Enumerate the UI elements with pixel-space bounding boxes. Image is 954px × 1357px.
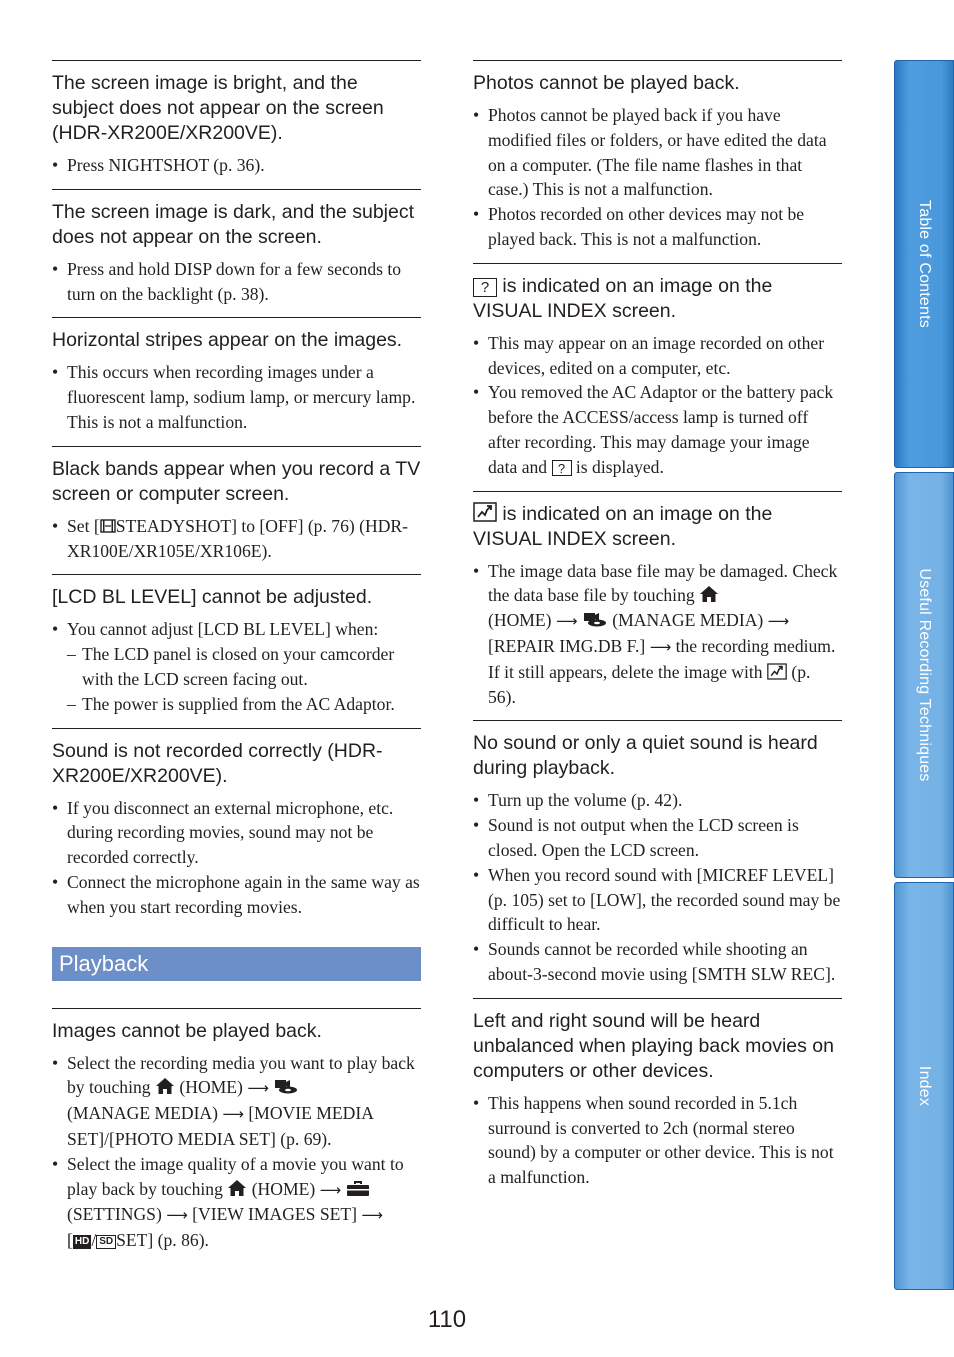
list-item bbox=[473, 380, 842, 479]
toolbox-settings-icon bbox=[346, 1179, 370, 1197]
section-heading: Sound is not recorded correctly (HDR-XR200E/XR200VE). bbox=[52, 739, 383, 787]
section-dark-screen bbox=[52, 189, 421, 318]
section-heading: [LCD BL LEVEL] cannot be adjusted. bbox=[52, 586, 373, 609]
playback-section-title: Playback bbox=[52, 947, 421, 981]
damaged-image-icon bbox=[767, 663, 787, 680]
home-icon bbox=[155, 1077, 175, 1095]
bullet-list bbox=[473, 788, 842, 986]
text-run: / bbox=[91, 1230, 97, 1251]
arrow-right-icon: ⟶ bbox=[361, 1206, 383, 1225]
manage-media-icon bbox=[582, 610, 608, 628]
list-item bbox=[52, 1152, 421, 1253]
text-run: is indicated on an image on the VISUAL INDEX screen. bbox=[473, 502, 773, 550]
arrow-right-icon: ⟶ bbox=[555, 612, 578, 631]
section-heading: Left and right sound will be heard unbalanced when playing back movies on computers or other devices. bbox=[473, 1009, 834, 1082]
text-run: [VIEW IMAGES SET] bbox=[192, 1204, 357, 1225]
arrow-right-icon: ⟶ bbox=[649, 637, 672, 656]
list-item bbox=[52, 1051, 421, 1152]
list-item: • This occurs when recording images under a fluorescent lamp, sodium lamp, or mercury lamp. This is not a malfunction. bbox=[52, 360, 421, 434]
arrow-right-icon: ⟶ bbox=[247, 1079, 269, 1098]
text-run: is indicated on an image on the VISUAL INDEX screen. bbox=[473, 274, 773, 322]
bullet-list bbox=[52, 617, 421, 642]
text-run: [ bbox=[67, 1230, 73, 1251]
list-item: • Press and hold DISP down for a few seconds to turn on the backlight (p. 38). bbox=[52, 257, 421, 307]
text-run: The image data base file may be damaged. Check the data base file by touching bbox=[488, 560, 838, 606]
list-item: • This happens when sound recorded in 5.1ch surround is converted to 2ch (normal stereo sound) by a computer or other device. This is not a malfunction. bbox=[473, 1091, 842, 1190]
bullet-list bbox=[52, 1051, 421, 1253]
section-no-sound-playback bbox=[473, 720, 842, 997]
section-bright-screen bbox=[52, 60, 421, 189]
damaged-image-icon bbox=[473, 502, 497, 522]
question-mark-box-icon: ? bbox=[552, 460, 572, 476]
tab-label: Index bbox=[916, 1065, 933, 1107]
list-item: • This may appear on an image recorded on other devices, edited on a computer, etc. bbox=[473, 331, 842, 381]
section-heading bbox=[473, 274, 842, 324]
right-column bbox=[473, 60, 842, 1201]
text-run: Select the image quality of a movie you want to play back by touching bbox=[67, 1153, 404, 1199]
section-question-mark-indicator bbox=[473, 263, 842, 491]
section-heading: No sound or only a quiet sound is heard during playback. bbox=[473, 732, 818, 780]
page-number: 110 bbox=[427, 1306, 467, 1333]
text-run: Select the recording media you want to play back by touching bbox=[67, 1052, 415, 1098]
text-run: (p. 56). bbox=[488, 661, 811, 707]
bullet-list bbox=[473, 331, 842, 480]
text-run: is displayed. bbox=[575, 456, 664, 477]
tab-label: Useful Recording Techniques bbox=[916, 568, 933, 782]
bullet-list bbox=[473, 1091, 842, 1190]
section-heading: Photos cannot be played back. bbox=[473, 72, 740, 94]
text-run: Set [ bbox=[67, 515, 100, 536]
text-run: (MANAGE MEDIA) bbox=[612, 610, 764, 631]
section-photos-cannot-play bbox=[473, 60, 842, 263]
arrow-right-icon: ⟶ bbox=[166, 1206, 188, 1225]
list-item: • When you record sound with [MICREF LEVEL] (p. 105) set to [LOW], the recorded sound may be difficult to hear. bbox=[473, 863, 842, 937]
bullet-list bbox=[52, 153, 421, 178]
bullet-list bbox=[473, 559, 842, 710]
tab-useful-recording-techniques[interactable] bbox=[894, 472, 954, 878]
arrow-right-icon: ⟶ bbox=[767, 612, 790, 631]
list-item bbox=[52, 514, 421, 564]
text-run: [REPAIR IMG.DB F.] bbox=[488, 635, 646, 656]
section-heading: The screen image is dark, and the subject does not appear on the screen. bbox=[52, 200, 415, 248]
section-horizontal-stripes bbox=[52, 317, 421, 445]
text-run: [MOVIE MEDIA SET]/[PHOTO MEDIA SET] (p. 69). bbox=[67, 1103, 373, 1149]
text-run: (HOME) bbox=[251, 1178, 316, 1199]
bullet-list bbox=[52, 514, 421, 564]
text-run: SET] (p. 86). bbox=[116, 1230, 209, 1251]
text-run: You removed the AC Adaptor or the battery pack before the ACCESS/access lamp is turned off after recording. This may damage your image data and bbox=[488, 382, 834, 477]
section-unbalanced-sound bbox=[473, 998, 842, 1201]
bullet-list bbox=[473, 103, 842, 252]
bullet-list bbox=[52, 257, 421, 307]
list-item: • Sound is not output when the LCD screen is closed. Open the LCD screen. bbox=[473, 813, 842, 863]
tab-index[interactable] bbox=[894, 882, 954, 1290]
section-heading: Horizontal stripes appear on the images. bbox=[52, 329, 403, 352]
question-mark-box-icon: ? bbox=[473, 278, 497, 297]
section-sound-not-recorded bbox=[52, 728, 421, 920]
section-damaged-image-indicator bbox=[473, 491, 842, 721]
dash-item: – The power is supplied from the AC Adaptor. bbox=[67, 692, 421, 717]
list-item: • Press NIGHTSHOT (p. 36). bbox=[52, 153, 421, 178]
left-column bbox=[52, 60, 421, 1264]
text-run: the recording medium. If it still appears, delete the image with bbox=[488, 635, 836, 682]
bullet-list bbox=[52, 796, 421, 920]
bullet-list bbox=[52, 360, 421, 434]
section-heading: Images cannot be played back. bbox=[52, 1019, 322, 1042]
home-icon bbox=[227, 1179, 247, 1197]
list-item bbox=[473, 559, 842, 710]
list-item: • Photos recorded on other devices may not be played back. This is not a malfunction. bbox=[473, 202, 842, 252]
text-run: STEADYSHOT] to [OFF] (p. 76) (HDR-XR100E/XR105E/XR106E). bbox=[67, 515, 408, 561]
list-item: • Connect the microphone again in the same way as when you start recording movies. bbox=[52, 870, 421, 920]
list-item: • Sounds cannot be recorded while shooting an about-3-second movie using [SMTH SLW REC]. bbox=[473, 937, 842, 987]
dash-item: – The LCD panel is closed on your camcorder with the LCD screen facing out. bbox=[67, 642, 421, 692]
section-black-bands bbox=[52, 446, 421, 575]
text-run: (MANAGE MEDIA) bbox=[67, 1103, 218, 1124]
list-item: • Turn up the volume (p. 42). bbox=[473, 788, 842, 813]
section-heading bbox=[473, 502, 842, 552]
list-item: • You cannot adjust [LCD BL LEVEL] when: bbox=[52, 617, 421, 642]
manage-media-icon bbox=[273, 1077, 299, 1095]
tab-label: Table of Contents bbox=[916, 200, 933, 328]
arrow-right-icon: ⟶ bbox=[319, 1180, 342, 1199]
text-run: (HOME) bbox=[488, 610, 552, 631]
steadyshot-film-icon bbox=[100, 518, 116, 534]
arrow-right-icon: ⟶ bbox=[222, 1105, 244, 1124]
text-run: (SETTINGS) bbox=[67, 1204, 162, 1225]
hd-quality-icon: HD bbox=[74, 1236, 90, 1248]
sd-quality-icon: SD bbox=[96, 1235, 116, 1249]
list-item: • Photos cannot be played back if you have modified files or folders, or have edited the data on a computer. (The file name flashes in that case.) This is not a malfunction. bbox=[473, 103, 842, 202]
list-item: • If you disconnect an external microphone, etc. during recording movies, sound may not be recorded correctly. bbox=[52, 796, 421, 870]
section-heading: Black bands appear when you record a TV screen or computer screen. bbox=[52, 457, 421, 505]
section-images-cannot-play bbox=[52, 1008, 421, 1264]
home-icon bbox=[699, 585, 719, 603]
tab-table-of-contents[interactable] bbox=[894, 60, 954, 468]
dash-list bbox=[67, 642, 421, 716]
section-heading: The screen image is bright, and the subject does not appear on the screen (HDR-XR200E/XR200VE). bbox=[52, 72, 384, 144]
text-run: (HOME) bbox=[179, 1077, 243, 1098]
section-lcd-bl-level bbox=[52, 574, 421, 727]
